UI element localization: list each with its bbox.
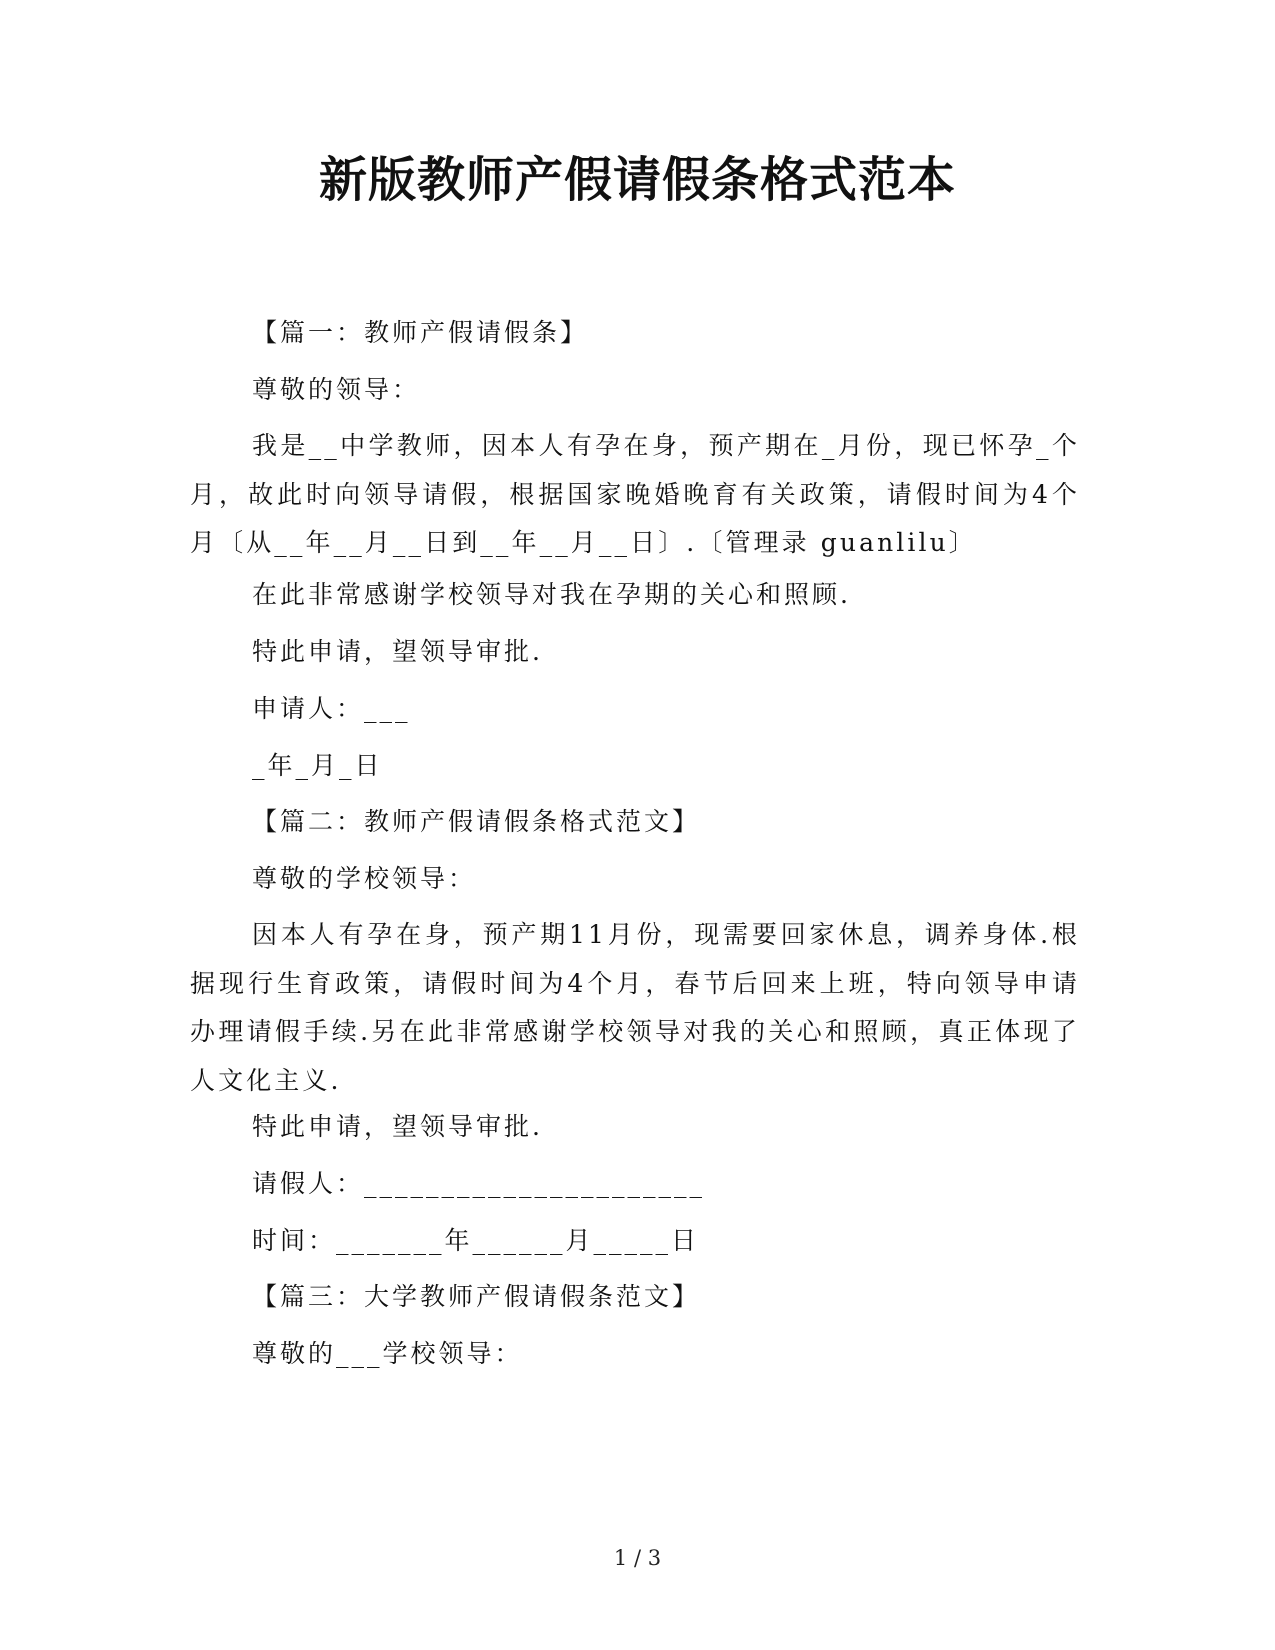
section2-applicant: 请假人：______________________ [252,1169,706,1198]
page-number: 1 / 3 [613,1546,662,1570]
section3-salutation: 尊敬的___学校领导： [252,1339,523,1368]
section1-thanks: 在此非常感谢学校领导对我在孕期的关心和照顾. [252,580,851,609]
section2-closing: 特此申请，望领导审批. [252,1112,543,1141]
section2-date: 时间：_______年______月_____日 [252,1226,700,1255]
section1-salutation: 尊敬的领导： [252,375,421,404]
section1-closing: 特此申请，望领导审批. [252,637,543,666]
section1-date: _年_月_日 [252,751,383,780]
section2-salutation: 尊敬的学校领导： [252,864,477,893]
section2-heading: 【篇二：教师产假请假条格式范文】 [252,807,701,836]
section2-body: 因本人有孕在身，预产期11月份，现需要回家休息，调养身体.根据现行生育政策，请假时间为4个月，春节后回来上班，特向领导申请办理请假手续.另在此非常感谢学校领导对我的关心和照顾，真正体现了人文化主义. [190,920,1080,1095]
section1-heading: 【篇一：教师产假请假条】 [252,318,589,347]
section1-applicant: 申请人：___ [252,694,411,723]
document-title: 新版教师产假请假条格式范本 [318,152,956,208]
section3-heading: 【篇三：大学教师产假请假条范文】 [252,1282,701,1311]
section1-body: 我是__中学教师，因本人有孕在身，预产期在_月份，现已怀孕_个月，故此时向领导请假，根据国家晚婚晚育有关政策，请假时间为4个月〔从__年__月__日到__年__月__日〕.〔管理录 guanlilu〕 [190,431,1080,557]
